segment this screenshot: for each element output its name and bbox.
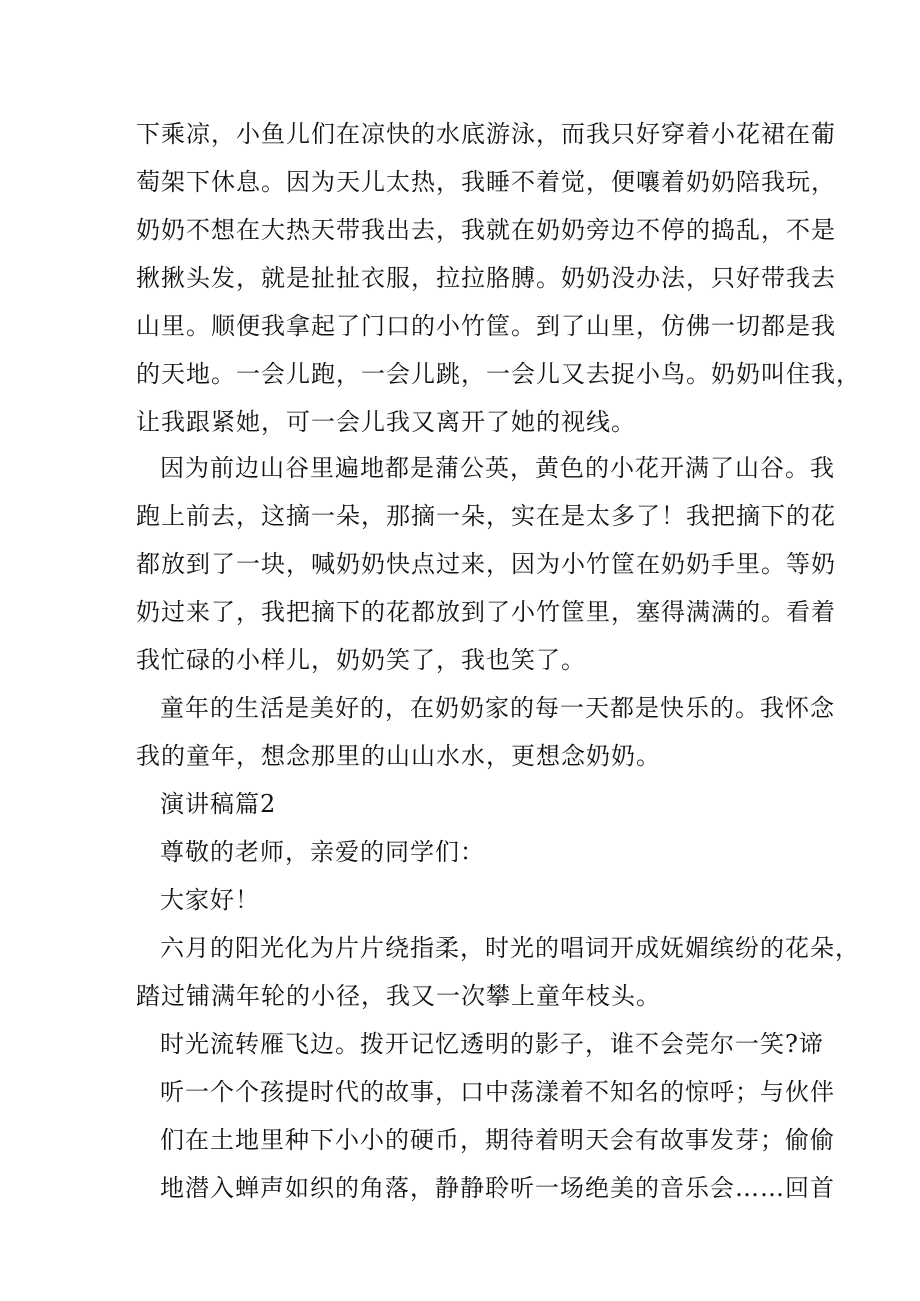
text-line: 跑上前去，这摘一朵，那摘一朵，实在是太多了！我把摘下的花 xyxy=(136,502,836,530)
text-line: 六月的阳光化为片片绕指柔，时光的唱词开成妩媚缤纷的花朵， xyxy=(160,934,860,962)
text-line: 让我跟紧她，可一会儿我又离开了她的视线。 xyxy=(136,408,636,436)
text-line: 踏过铺满年轮的小径，我又一次攀上童年枝头。 xyxy=(136,982,661,1010)
text-line: 下乘凉，小鱼儿们在凉快的水底游泳，而我只好穿着小花裙在葡 xyxy=(136,120,836,148)
section-heading: 演讲稿篇2 xyxy=(160,790,277,818)
text-line: 萄架下休息。因为天儿太热，我睡不着觉，便嚷着奶奶陪我玩， xyxy=(136,168,836,196)
text-line: 我的童年，想念那里的山山水水，更想念奶奶。 xyxy=(136,742,661,770)
text-line: 奶过来了，我把摘下的花都放到了小竹筐里，塞得满满的。看着 xyxy=(136,598,836,626)
greeting: 大家好！ xyxy=(160,886,260,914)
text-line: 听一个个孩提时代的故事，口中荡漾着不知名的惊呼；与伙伴 xyxy=(160,1078,835,1106)
text-line: 山里。顺便我拿起了门口的小竹筐。到了山里，仿佛一切都是我 xyxy=(136,312,836,340)
salutation: 尊敬的老师，亲爱的同学们： xyxy=(160,838,485,866)
text-line: 奶奶不想在大热天带我出去，我就在奶奶旁边不停的捣乱，不是 xyxy=(136,216,836,244)
text-line: 的天地。一会儿跑，一会儿跳，一会儿又去捉小鸟。奶奶叫住我， xyxy=(136,360,861,388)
text-line: 们在土地里种下小小的硬币，期待着明天会有故事发芽；偷偷 xyxy=(160,1126,835,1154)
text-line: 我忙碌的小样儿，奶奶笑了，我也笑了。 xyxy=(136,646,586,674)
text-line: 揪揪头发，就是扯扯衣服，拉拉胳膊。奶奶没办法，只好带我去 xyxy=(136,264,836,292)
text-line: 童年的生活是美好的，在奶奶家的每一天都是快乐的。我怀念 xyxy=(160,694,835,722)
text-line: 地潜入蝉声如织的角落，静静聆听一场绝美的音乐会……回首 xyxy=(160,1174,835,1202)
text-line: 因为前边山谷里遍地都是蒲公英，黄色的小花开满了山谷。我 xyxy=(160,454,835,482)
text-line: 时光流转雁飞边。拨开记忆透明的影子，谁不会莞尔一笑?谛 xyxy=(160,1030,824,1058)
text-line: 都放到了一块，喊奶奶快点过来，因为小竹筐在奶奶手里。等奶 xyxy=(136,550,836,578)
